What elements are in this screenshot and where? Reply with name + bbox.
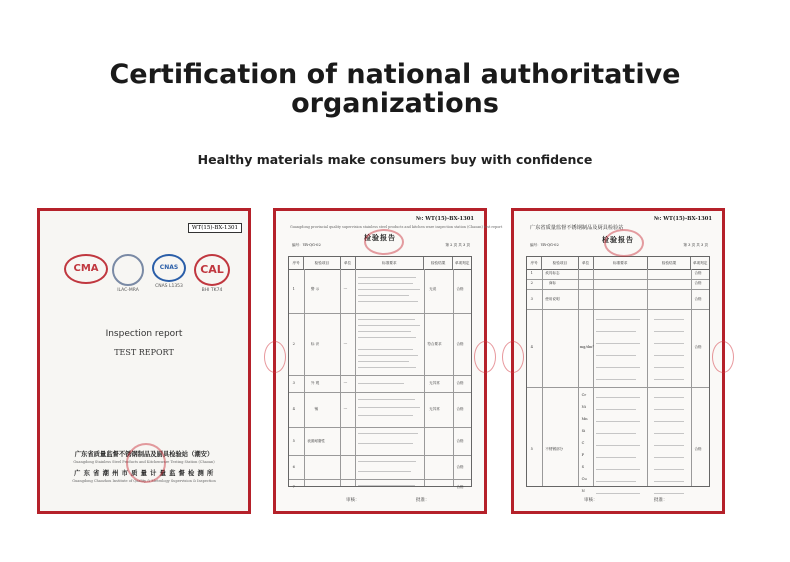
institute-name-2: 广 东 省 潮 州 市 质 量 计 量 监 督 检 测 所 bbox=[74, 470, 214, 477]
cal-logo bbox=[192, 254, 232, 293]
row-verdict: 合格 bbox=[456, 381, 464, 385]
row-number: 5 bbox=[530, 447, 533, 451]
table-header bbox=[289, 257, 471, 270]
report-number: WT(15)-BX-1301 bbox=[188, 223, 242, 233]
binding-seal-mark bbox=[264, 341, 286, 373]
page-counter: 第 3 页 共 3 页 bbox=[683, 243, 708, 247]
reviewer-signature bbox=[346, 494, 368, 503]
cnas-logo bbox=[150, 254, 188, 289]
column-header: 检验结果 bbox=[648, 257, 691, 269]
report-number: №: WT(15)-BX-1301 bbox=[653, 216, 712, 222]
reviewer-signature bbox=[584, 494, 606, 503]
cnas-caption: CNAS L1353 bbox=[155, 284, 183, 289]
report-code: 编号：YR-QG-02 bbox=[292, 243, 321, 247]
element-label: S bbox=[581, 465, 585, 469]
test-report-page-3-frame bbox=[511, 208, 725, 514]
row-verdict: 合格 bbox=[456, 465, 464, 469]
approver-signature bbox=[654, 494, 676, 503]
report-number: №: WT(15)-BX-1301 bbox=[415, 216, 474, 222]
page-counter: 第 2 页 共 3 页 bbox=[445, 243, 470, 247]
row-item: 表面耐磨性 bbox=[307, 439, 326, 443]
test-report-page bbox=[276, 211, 503, 511]
binding-seal-mark bbox=[502, 341, 524, 373]
ilac-caption: ILAC-MRA bbox=[117, 288, 139, 293]
row-result: 无异常 bbox=[429, 381, 440, 385]
column-header: 检验项目 bbox=[542, 257, 578, 269]
column-header: 检验结果 bbox=[424, 257, 453, 269]
element-label: Ni bbox=[581, 405, 586, 409]
row-unit: --- bbox=[343, 287, 348, 291]
ilac-globe-icon bbox=[112, 254, 144, 286]
row-item: 炊具标志 bbox=[545, 271, 560, 275]
element-label: Cr bbox=[581, 393, 587, 397]
row-item: 商标 bbox=[548, 281, 557, 285]
element-label: Cu bbox=[581, 477, 587, 481]
reviewer-label: 审核： bbox=[584, 498, 598, 503]
official-seal bbox=[126, 443, 166, 483]
report-heading: 检验报告 bbox=[602, 235, 634, 244]
row-verdict: 合格 bbox=[694, 345, 702, 349]
row-unit: --- bbox=[343, 407, 348, 411]
element-label: N bbox=[581, 489, 585, 493]
binding-seal-mark bbox=[712, 341, 734, 373]
page-title-line1: Certification of national authoritative bbox=[109, 59, 681, 90]
row-item: 标 识 bbox=[310, 342, 320, 346]
reviewer-label: 审核： bbox=[346, 498, 360, 503]
row-result: 符合要求 bbox=[427, 342, 442, 346]
row-number: 4 bbox=[292, 407, 295, 411]
report-title-en: TEST REPORT bbox=[114, 348, 174, 357]
results-table bbox=[526, 256, 710, 493]
row-verdict: 合格 bbox=[456, 439, 464, 443]
cal-caption: BHI TK74 bbox=[201, 288, 223, 293]
cma-logo bbox=[64, 254, 106, 284]
row-number: 7 bbox=[292, 485, 295, 489]
row-number: 1 bbox=[292, 287, 295, 291]
results-table bbox=[288, 256, 472, 487]
row-item: 警 示 bbox=[310, 287, 320, 291]
institute-name: 广东省质量监督不锈钢制品及厨具检验站 bbox=[530, 225, 624, 231]
ilac-logo bbox=[110, 254, 146, 293]
row-item: 使用说明 bbox=[545, 297, 560, 301]
row-unit: --- bbox=[343, 381, 348, 385]
official-seal bbox=[364, 229, 404, 255]
row-number: 2 bbox=[530, 281, 533, 285]
row-verdict: 合格 bbox=[694, 447, 702, 451]
row-verdict: 合格 bbox=[456, 342, 464, 346]
report-cover bbox=[40, 211, 248, 511]
approver-label: 批准： bbox=[654, 498, 668, 503]
row-number: 1 bbox=[530, 271, 533, 275]
report-heading: 检验报告 bbox=[364, 233, 396, 242]
column-header: 检验项目 bbox=[304, 257, 340, 269]
row-item: 锅 bbox=[314, 407, 319, 411]
row-verdict: 合格 bbox=[456, 485, 464, 489]
column-header: 单位 bbox=[341, 257, 356, 269]
page-header: Guangdong provincial quality supervision stainless steel products and kitchen ware inspection station (Chaoan) test report bbox=[290, 225, 503, 229]
institute-name-2-en: Guangdong Chaozhou Institute of Quality & Metrology Supervision & Inspection bbox=[72, 479, 216, 483]
report-title: Inspection report bbox=[105, 329, 183, 339]
test-report-page-2-frame bbox=[273, 208, 503, 514]
element-label: P bbox=[581, 453, 585, 457]
page-title bbox=[0, 60, 790, 118]
column-header: 标准要求 bbox=[356, 257, 424, 269]
row-verdict: 合格 bbox=[694, 297, 702, 301]
column-header: 单项判定 bbox=[454, 260, 470, 265]
row-unit: --- bbox=[343, 342, 348, 346]
certificate-cover-frame bbox=[37, 208, 251, 514]
row-result: 无误 bbox=[429, 287, 437, 291]
element-label: Mn bbox=[581, 417, 588, 421]
column-header: 序号 bbox=[527, 257, 542, 269]
row-verdict: 合格 bbox=[456, 287, 464, 291]
row-number: 2 bbox=[292, 342, 295, 346]
element-label: C bbox=[581, 441, 585, 445]
row-result: 无异常 bbox=[429, 407, 440, 411]
official-seal bbox=[604, 229, 644, 257]
column-header: 单位 bbox=[579, 257, 594, 269]
row-verdict: 合格 bbox=[456, 407, 464, 411]
row-number: 5 bbox=[292, 439, 295, 443]
test-report-page bbox=[514, 211, 722, 511]
table-header bbox=[527, 257, 709, 270]
row-item: 外 观 bbox=[310, 381, 320, 385]
cal-logo-mark: CAL bbox=[194, 254, 230, 286]
column-header: 标准要求 bbox=[594, 257, 648, 269]
column-header: 序号 bbox=[289, 257, 304, 269]
row-number: 4 bbox=[530, 345, 533, 349]
column-header: 单项判定 bbox=[692, 260, 708, 265]
report-code: 编号：YR-QG-02 bbox=[530, 243, 559, 247]
binding-seal-mark bbox=[474, 341, 496, 373]
cnas-logo-mark: CNAS bbox=[152, 254, 186, 282]
page-subtitle: Healthy materials make consumers buy with confidence bbox=[197, 152, 593, 167]
element-label: Si bbox=[581, 429, 586, 433]
row-number: 3 bbox=[530, 297, 533, 301]
row-unit: mg/dm² bbox=[579, 345, 594, 349]
row-number: 3 bbox=[292, 381, 295, 385]
row-verdict: 合格 bbox=[694, 281, 702, 285]
institute-name-1-en: Guangdong Stainless Steel Products and Kitchenware Testing Station (Chaoan) bbox=[73, 460, 215, 464]
row-verdict: 合格 bbox=[694, 271, 702, 275]
approver-signature bbox=[416, 494, 438, 503]
accreditation-logos bbox=[64, 254, 229, 294]
approver-label: 批准： bbox=[416, 498, 430, 503]
row-number: 6 bbox=[292, 465, 295, 469]
institute-name-1: 广东省质量监督不锈钢制品及厨具检验站（潮安） bbox=[74, 451, 214, 458]
page-title-line2: organizations bbox=[291, 88, 499, 119]
row-item: 不锈钢部分 bbox=[545, 447, 564, 451]
cma-logo-mark: CMA bbox=[64, 254, 108, 284]
